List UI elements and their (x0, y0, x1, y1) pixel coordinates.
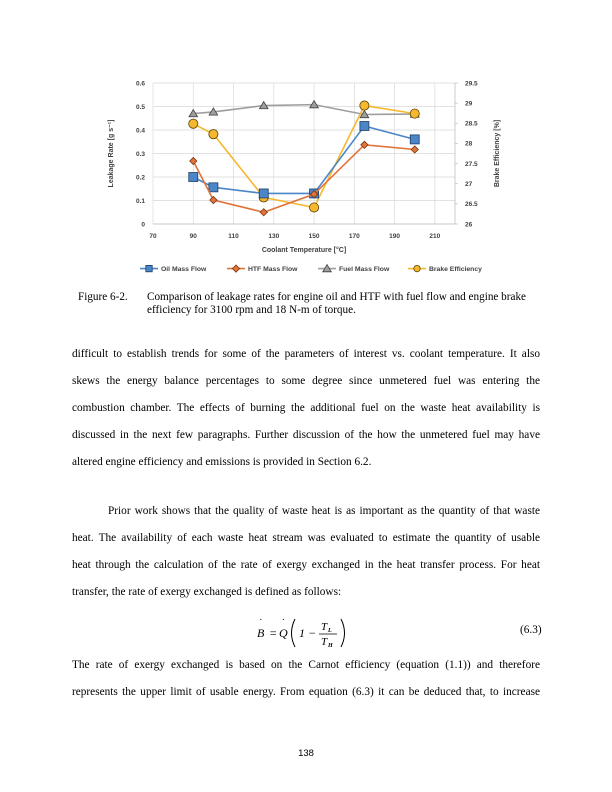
exergy-equation (255, 615, 365, 651)
y-tick-label: 0.2 (135, 174, 145, 182)
x-tick-label: 190 (389, 233, 401, 240)
left-paren (292, 619, 296, 647)
text-line: heat. The availability of each waste heat stream was evaluated to estimate the quantity of usable (72, 532, 540, 544)
legend-label: Fuel Mass Flow (339, 266, 390, 273)
diamond-marker-icon (411, 146, 418, 153)
x-tick-label: 130 (268, 233, 280, 240)
circle-marker-icon (209, 130, 218, 139)
text-line: combustion chamber. The effects of burning the additional fuel on the waste heat availability is (72, 402, 540, 414)
dot-accent: ˙ (281, 618, 285, 629)
y2-tick-label: 26.5 (465, 201, 478, 209)
equation-number: (6.3) (520, 624, 542, 636)
diamond-marker-icon (210, 196, 217, 203)
text-line: transfer, the rate of exergy exchanged is defined as follows: (72, 586, 342, 598)
circle-marker-icon (410, 109, 419, 118)
eq-q: Q (279, 626, 288, 640)
square-marker-icon (146, 265, 152, 271)
text-line: discussed in the next few paragraphs. Further discussion of the how the unmetered fuel may have (72, 429, 540, 441)
diamond-marker-icon (190, 157, 197, 164)
x-tick-label: 170 (348, 233, 360, 240)
square-marker-icon (360, 122, 369, 131)
circle-marker-icon (414, 265, 420, 271)
text-line: heat through the calculation of the rate of exergy exchanged in the heat transfer process. For heat (72, 559, 540, 571)
y2-tick-label: 29.5 (465, 80, 478, 88)
page-number: 138 (298, 748, 314, 759)
x-tick-label: 150 (308, 233, 320, 240)
text-line: Prior work shows that the quality of waste heat is as important as the quantity of that waste (108, 505, 540, 517)
eq-num: T (321, 621, 328, 633)
text-line: difficult to establish trends for some of the parameters of interest vs. coolant temperature. It also (72, 348, 540, 360)
square-marker-icon (209, 183, 218, 192)
series-line-htf-mass-flow (193, 145, 414, 212)
text-line: represents the upper limit of usable energy. From equation (6.3) it can be deduced that, to increase (72, 686, 540, 698)
series-line-fuel-mass-flow (193, 105, 414, 115)
y2-tick-label: 28.5 (465, 120, 478, 128)
x-tick-label: 90 (189, 233, 197, 240)
series-line-oil-mass-flow (193, 126, 414, 193)
eq-lhs: B (257, 626, 265, 640)
legend-label: Brake Efficiency (429, 266, 482, 273)
y-tick-label: 0 (141, 221, 145, 229)
eq-den-sub: H (328, 643, 333, 649)
text-line: skews the energy balance percentages to some degree since unmetered fuel was entering the (72, 375, 540, 387)
eq-minus: − (308, 626, 317, 640)
y2-tick-label: 27 (465, 181, 473, 189)
legend-label: Oil Mass Flow (161, 266, 207, 273)
figure-chart (90, 72, 530, 282)
x-axis-title: Coolant Temperature [°C] (261, 247, 347, 254)
eq-num-sub: L (328, 628, 332, 634)
legend-label: HTF Mass Flow (248, 266, 298, 273)
x-tick-label: 110 (228, 233, 239, 240)
dot-accent: ˙ (258, 618, 262, 629)
y2-tick-label: 27.5 (465, 160, 478, 168)
y2-tick-label: 26 (465, 221, 473, 229)
figure-label: Figure 6-2. (78, 291, 128, 303)
y-tick-label: 0.4 (135, 127, 145, 135)
diamond-marker-icon (260, 209, 267, 216)
diamond-marker-icon (232, 265, 239, 272)
series-line-brake-efficiency (193, 106, 414, 208)
circle-marker-icon (189, 119, 198, 128)
y2-axis-title: Brake Efficiency [%] (494, 119, 501, 188)
right-paren (341, 619, 345, 647)
text-line: altered engine efficiency and emissions is provided in Section 6.2. (72, 456, 372, 468)
y-tick-label: 0.6 (135, 80, 145, 88)
line-chart (90, 72, 530, 282)
y2-tick-label: 28 (465, 140, 473, 148)
y2-tick-label: 29 (465, 100, 473, 108)
y-tick-label: 0.5 (135, 103, 145, 111)
circle-marker-icon (360, 101, 369, 110)
text-line: The rate of exergy exchanged is based on the Carnot efficiency (equation (1.1)) and therefore (72, 659, 540, 671)
equation-6-3 (255, 615, 365, 654)
eq-one: 1 (299, 626, 305, 640)
square-marker-icon (410, 135, 419, 144)
x-tick-label: 210 (429, 233, 441, 240)
y-tick-label: 0.1 (135, 197, 145, 205)
square-marker-icon (259, 189, 268, 198)
figure-caption-text: Comparison of leakage rates for engine oil and HTF with fuel flow and engine brake efficiency for 3100 rpm and 18 N-m of torque. (147, 291, 527, 316)
x-tick-label: 70 (149, 233, 157, 240)
y-axis-title: Leakage Rate [g s⁻¹] (108, 119, 115, 188)
square-marker-icon (189, 173, 198, 182)
eq-equals: = (269, 626, 278, 640)
circle-marker-icon (309, 203, 318, 212)
eq-den: T (321, 636, 328, 648)
y-tick-label: 0.3 (135, 150, 145, 158)
